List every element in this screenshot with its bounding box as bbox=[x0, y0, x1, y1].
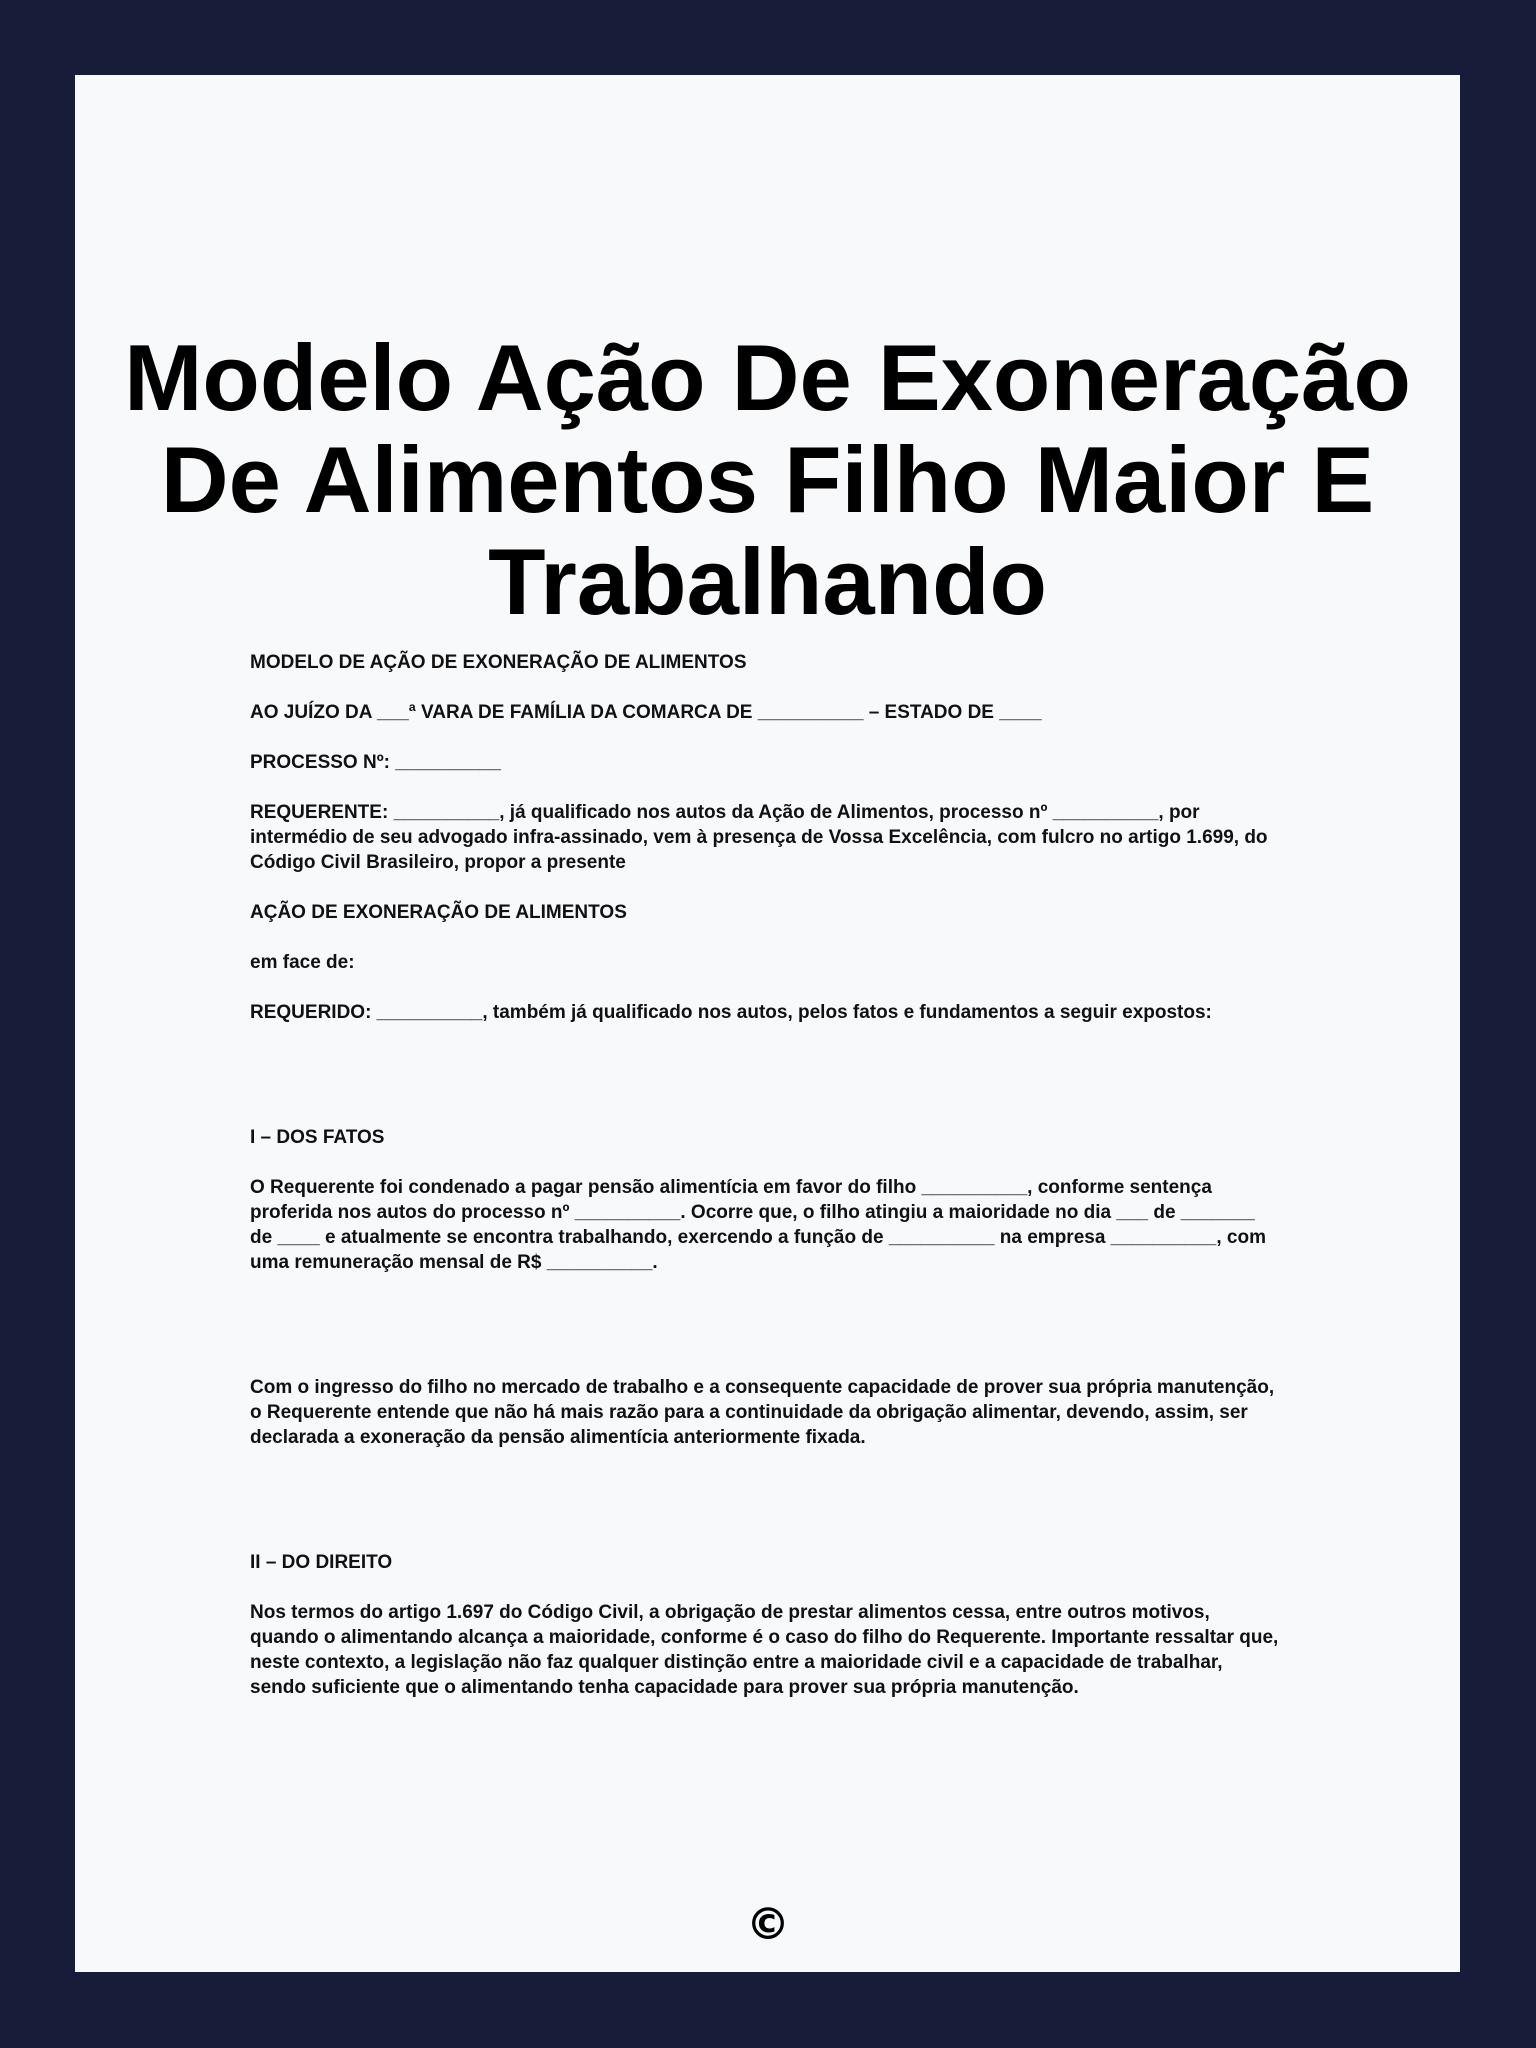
facts-paragraph-1: O Requerente foi condenado a pagar pensão alimentícia em favor do filho __________, conforme sentença proferida nos autos do processo nº __________. Ocorre que, o filho atingiu a maioridade no dia ___ de _______ de ____ e atualmente se encontra trabalhando, exercendo a função de __________ na empresa __________, com uma remuneração mensal de R$ __________. bbox=[250, 1177, 1266, 1273]
action-title: AÇÃO DE EXONERAÇÃO DE ALIMENTOS bbox=[250, 902, 627, 923]
law-heading: II – DO DIREITO bbox=[250, 1552, 393, 1573]
process-number: PROCESSO Nº: __________ bbox=[250, 752, 501, 773]
defendant-paragraph: REQUERIDO: __________, também já qualificado nos autos, pelos fatos e fundamentos a seguir expostos: bbox=[250, 1002, 1212, 1023]
title-line-2: De Alimentos Filho Maior E bbox=[160, 427, 1375, 532]
title-line-1: Modelo Ação De Exoneração bbox=[124, 325, 1411, 430]
copyright-icon: © bbox=[746, 1899, 790, 1950]
facts-paragraph-2: Com o ingresso do filho no mercado de trabalho e a consequente capacidade de prover sua própria manutenção, o Requerente entende que não há mais razão para a continuidade da obrigação alimentar, devendo, assim, ser declarada a exoneração da pensão alimentícia anteriormente fixada. bbox=[250, 1377, 1275, 1448]
title-line-3: Trabalhando bbox=[488, 529, 1047, 634]
body-heading: MODELO DE AÇÃO DE EXONERAÇÃO DE ALIMENTOS bbox=[250, 652, 747, 673]
law-paragraph-1: Nos termos do artigo 1.697 do Código Civil, a obrigação de prestar alimentos cessa, entre outros motivos, quando o alimentando alcança a maioridade, conforme é o caso do filho do Requerente. Importante ressaltar que, neste contexto, a legislação não faz qualquer distinção entre a maioridade civil e a capacidade de trabalhar, sendo suficiente que o alimentando tenha capacidade para prover sua própria manutenção. bbox=[250, 1602, 1279, 1698]
document-title bbox=[75, 327, 1460, 633]
document-body bbox=[250, 650, 1280, 1725]
court-line: AO JUÍZO DA ___ª VARA DE FAMÍLIA DA COMARCA DE __________ – ESTADO DE ____ bbox=[250, 702, 1042, 723]
against-line: em face de: bbox=[250, 952, 355, 973]
facts-heading: I – DOS FATOS bbox=[250, 1127, 385, 1148]
plaintiff-paragraph: REQUERENTE: __________, já qualificado nos autos da Ação de Alimentos, processo nº __________, por intermédio de seu advogado infra-assinado, vem à presença de Vossa Excelência, com fulcro no artigo 1.699, do Código Civil Brasileiro, propor a presente bbox=[250, 802, 1268, 873]
